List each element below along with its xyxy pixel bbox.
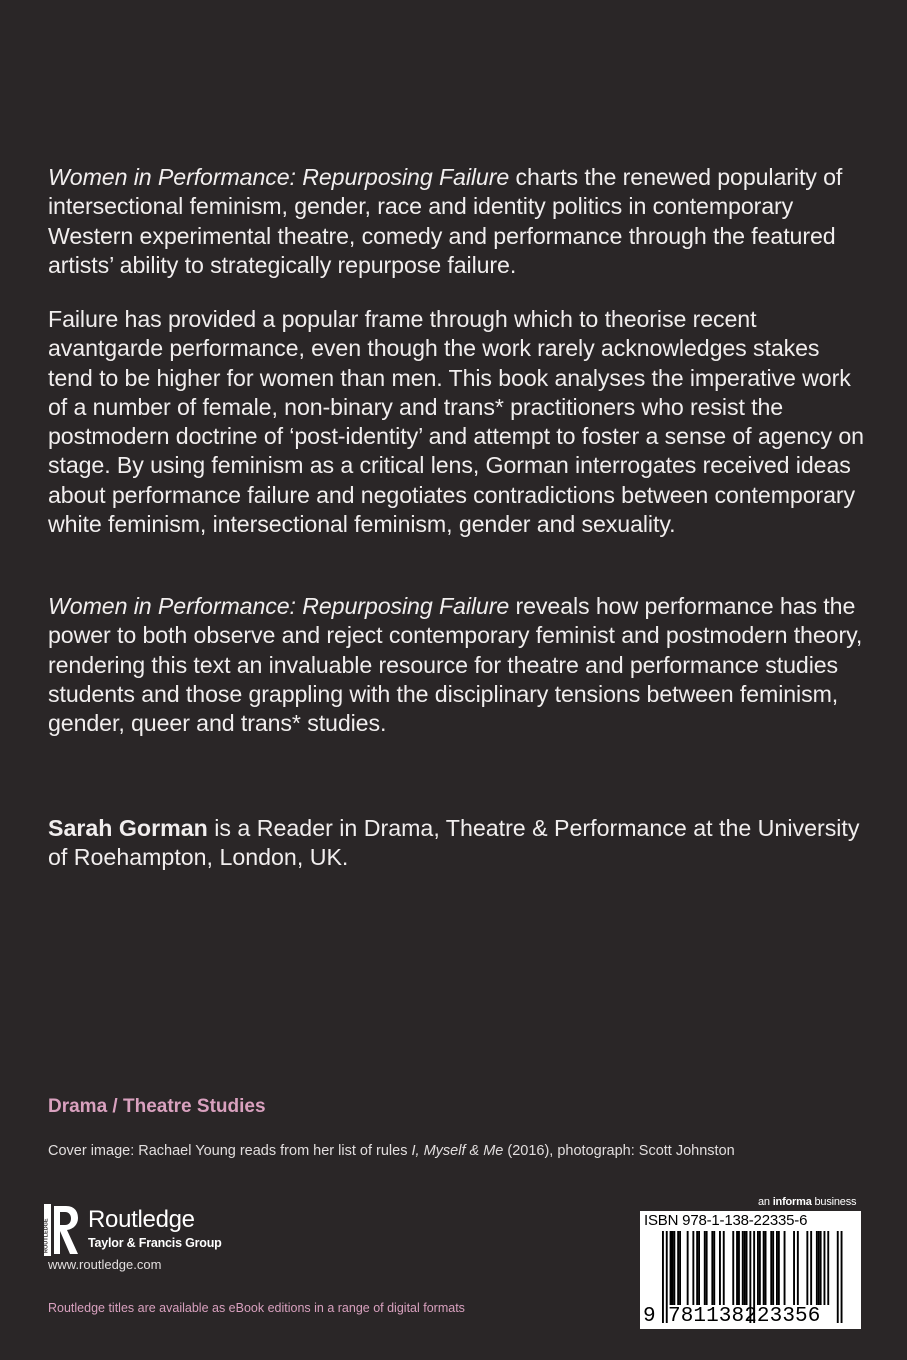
barcode-bar (827, 1231, 829, 1305)
barcode-bar (698, 1231, 700, 1305)
barcode-bar (824, 1231, 826, 1305)
logo-vertical-text: ROUTLEDGE (44, 1218, 50, 1253)
barcode-bar (673, 1231, 675, 1305)
barcode-bar (672, 1231, 674, 1305)
barcode-bar (770, 1231, 772, 1305)
barcode-bar (837, 1231, 839, 1323)
isbn-label: ISBN 978-1-138-22335-6 (644, 1212, 808, 1229)
barcode-bar (806, 1231, 808, 1305)
barcode-bar (816, 1231, 818, 1305)
barcode-bar (765, 1231, 767, 1305)
barcode-bar (662, 1231, 664, 1323)
barcode-bar (784, 1231, 786, 1305)
ean-digits: 781138223356 (668, 1305, 821, 1328)
author-bio-text: is a Reader in Drama, Theatre & Performance at the University of Roehampton, London, UK. (48, 815, 860, 871)
barcode-bar (723, 1231, 725, 1305)
blurb-paragraph-3-text: reveals how performance has the power to both observe and reject contemporary feminist and postmodern theory, rendering this text an invaluable resource for theatre and performance studies students and those grappling with the disciplinary tensions between feminism, gender, queer and trans* studies. (48, 593, 863, 737)
barcode-bar (670, 1231, 672, 1305)
routledge-logo (44, 1204, 244, 1256)
cover-credit-prefix: Cover image: Rachael Young reads from her list of rules (48, 1143, 412, 1159)
barcode-bar (746, 1231, 748, 1305)
informa-name: informa (772, 1196, 812, 1208)
author-bio (48, 814, 868, 873)
publisher-group: Taylor & Francis Group (88, 1236, 222, 1250)
barcode-bar (696, 1231, 698, 1305)
barcode-bar (736, 1231, 738, 1305)
blurb-paragraph-3 (48, 592, 868, 738)
barcode-bar (759, 1231, 761, 1305)
barcode-bar (841, 1231, 843, 1323)
barcode-bar (744, 1231, 746, 1305)
isbn-barcode (640, 1211, 861, 1329)
barcode-bar (692, 1231, 694, 1305)
publisher-name: Routledge (88, 1206, 195, 1233)
book-title-italic: Women in Performance: Repurposing Failure (48, 593, 510, 619)
book-title-italic: Women in Performance: Repurposing Failure (48, 164, 510, 190)
ean-first-digit: 9 (643, 1305, 656, 1328)
barcode-bar (687, 1231, 689, 1305)
cover-image-credit (48, 1143, 735, 1159)
barcode-bar (757, 1231, 759, 1305)
barcode-bar (810, 1231, 812, 1305)
publisher-website[interactable]: www.routledge.com (48, 1257, 162, 1272)
barcode-bar (719, 1231, 721, 1305)
barcode-bar (818, 1231, 820, 1305)
barcode-bar (677, 1231, 679, 1305)
ebook-note: Routledge titles are available as eBook editions in a range of digital formats (48, 1301, 465, 1315)
barcode-bar (704, 1231, 706, 1305)
blurb-paragraph-2: Failure has provided a popular frame through which to theorise recent avantgarde performance, even though the work rarely acknowledges stakes tend to be higher for women than men. This book analyses the imperative work of a number of female, non-binary and trans* practitioners who resist the postmodern doctrine of ‘post-identity’ and attempt to foster a sense of agency on stage. By using feminism as a critical lens, Gorman interrogates received ideas about performance failure and negotiates contradictions between contemporary white feminism, intersectional feminism, gender and sexuality. (48, 306, 864, 538)
barcode-bar (706, 1231, 708, 1305)
routledge-r-icon (44, 1204, 80, 1256)
barcode-bar (679, 1231, 681, 1305)
barcode-bar (763, 1231, 765, 1305)
barcode-bar (713, 1231, 715, 1305)
informa-suffix: business (811, 1196, 857, 1208)
author-name: Sarah Gorman (48, 815, 208, 841)
blurb-paragraph-1-text: charts the renewed popularity of intersectional feminism, gender, race and identity politics in contemporary Western experimental theatre, comedy and performance through the featured artists’ ability to strategically repurpose failure. (48, 164, 843, 278)
barcode-bar (778, 1231, 780, 1305)
barcode-bar (711, 1231, 713, 1305)
barcode-bar (772, 1231, 774, 1305)
blurb-paragraph-1 (48, 163, 868, 280)
barcode-bar (776, 1231, 778, 1305)
barcode-bar (738, 1231, 740, 1305)
barcode-bar (742, 1231, 744, 1305)
barcode-bar (797, 1231, 799, 1305)
barcode-bar (820, 1231, 822, 1305)
cover-credit-suffix: (2016), photograph: Scott Johnston (503, 1143, 735, 1159)
informa-prefix: an (758, 1196, 773, 1208)
subject-category: Drama / Theatre Studies (48, 1096, 266, 1117)
barcode-bar (732, 1231, 734, 1305)
barcode-bar (793, 1231, 795, 1305)
cover-credit-work: I, Myself & Me (411, 1143, 504, 1159)
informa-business-label (758, 1196, 856, 1208)
